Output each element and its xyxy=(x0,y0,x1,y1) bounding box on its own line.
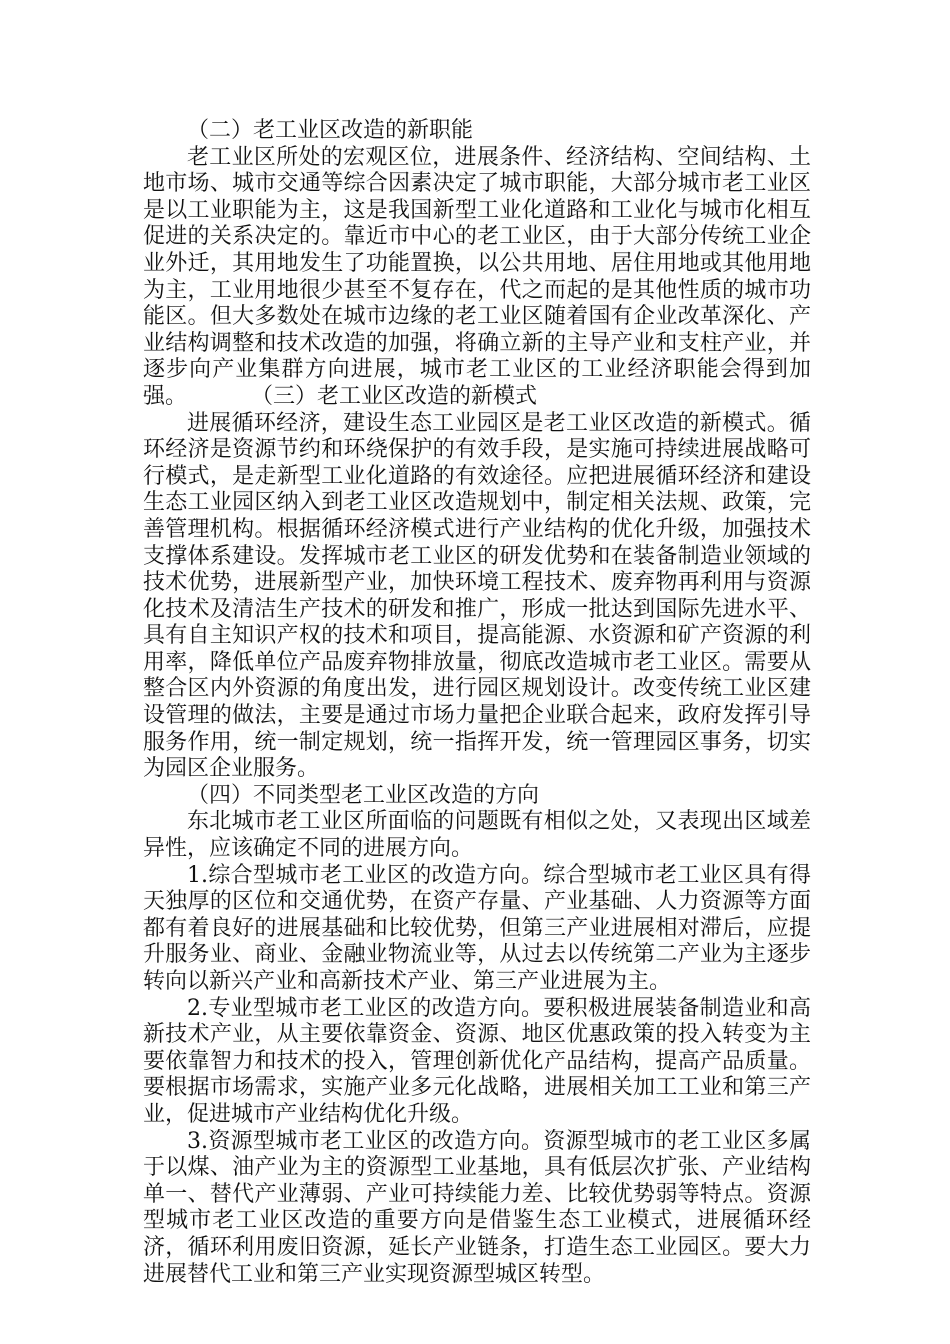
section-heading-4: （四）不同类型老工业区改造的方向 xyxy=(187,782,540,808)
section-heading-3: （三）老工业区改造的新模式 xyxy=(262,383,538,409)
document-body xyxy=(143,118,811,1288)
section-heading-2: （二）老工业区改造的新职能 xyxy=(187,118,474,143)
section-4-paragraph: 东北城市老工业区所面临的问题既有相似之处，又表现出区域差异性，应该确定不同的进展方向。 xyxy=(143,809,811,862)
section-2-paragraph xyxy=(143,145,811,411)
list-item-3: 3.资源型城市老工业区的改造方向。资源型城市的老工业区多属于以煤、油产业为主的资源型工业基地，具有低层次扩张、产业结构单一、替代产业薄弱、产业可持续能力差、比较优势弱等特点。资源型城市老工业区改造的重要方向是借鉴生态工业模式，进展循环经济，循环利用废旧资源，延长产业链条，打造生态工业园区。要大力进展替代工业和第三产业实现资源型城区转型。 xyxy=(143,1128,811,1287)
list-item-2: 2.专业型城市老工业区的改造方向。要积极进展装备制造业和高新技术产业，从主要依靠资金、资源、地区优惠政策的投入转变为主要依靠智力和技术的投入，管理创新优化产品结构，提高产品质量。要根据市场需求，实施产业多元化战略，进展相关加工工业和第三产业，促进城市产业结构优化升级。 xyxy=(143,995,811,1127)
section-2-text: 老工业区所处的宏观区位，进展条件、经济结构、空间结构、土地市场、城市交通等综合因素决定了城市职能，大部分城市老工业区是以工业职能为主，这是我国新型工业化道路和工业化与城市化相互促进的关系决定的。靠近市中心的老工业区，由于大部分传统工业企业外迁，其用地发生了功能置换，以公共用地、居住用地或其他用地为主，工业用地很少甚至不复存在，代之而起的是其他性质的城市功能区。但大多数处在城市边缘的老工业区随着国有企业改革深化、产业结构调整和技术改造的加强，将确立新的主导产业和支柱产业，并逐步向产业集群方向进展，城市老工业区的工业经济职能会得到加强。 xyxy=(143,144,811,409)
section-3-paragraph: 进展循环经济，建设生态工业园区是老工业区改造的新模式。循环经济是资源节约和环绕保护的有效手段，是实施可持续进展战略可行模式，是走新型工业化道路的有效途径。应把进展循环经济和建设生态工业园区纳入到老工业区改造规划中，制定相关法规、政策，完善管理机构。根据循环经济模式进行产业结构的优化升级，加强技术支撑体系建设。发挥城市老工业区的研发优势和在装备制造业领域的技术优势，进展新型产业，加快环境工程技术、废弃物再利用与资源化技术及清洁生产技术的研发和推广，形成一批达到国际先进水平、具有自主知识产权的技术和项目，提高能源、水资源和矿产资源的利用率，降低单位产品废弃物排放量，彻底改造城市老工业区。需要从整合区内外资源的角度出发，进行园区规划设计。改变传统工业区建设管理的做法，主要是通过市场力量把企业联合起来，政府发挥引导服务作用，统一制定规划，统一指挥开发，统一管理园区事务，切实为园区企业服务。 xyxy=(143,410,811,782)
list-item-1: 1.综合型城市老工业区的改造方向。综合型城市老工业区具有得天独厚的区位和交通优势，在资产存量、产业基础、人力资源等方面都有着良好的进展基础和比较优势，但第三产业进展相对滞后，应提升服务业、商业、金融业物流业等，从过去以传统第二产业为主逐步转向以新兴产业和高新技术产业、第三产业进展为主。 xyxy=(143,862,811,994)
